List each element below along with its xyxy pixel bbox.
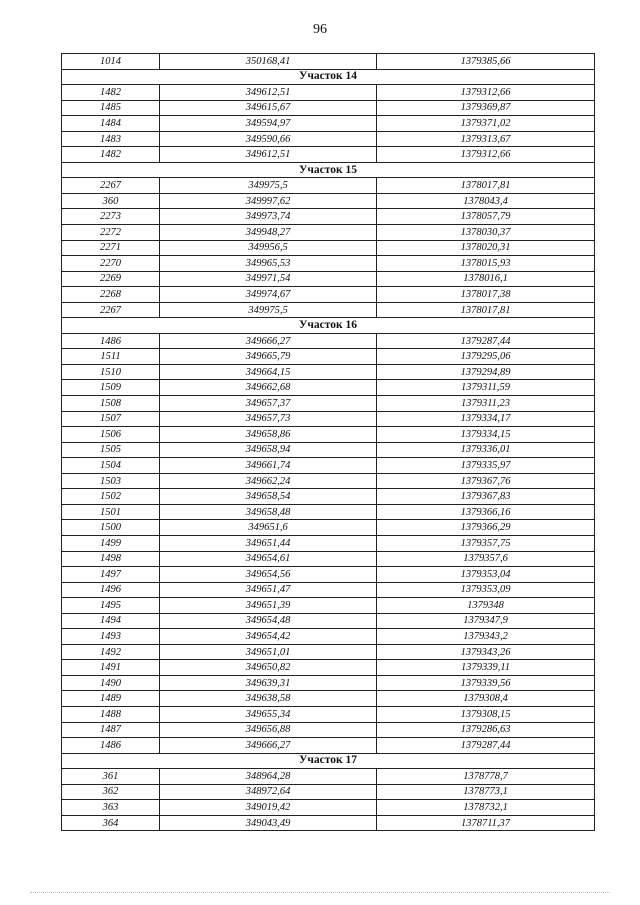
x-coordinate-cell: 349657,37 [160, 396, 377, 412]
table-row [62, 504, 595, 520]
x-coordinate-cell: 349615,67 [160, 100, 377, 116]
x-coordinate-cell: 349654,48 [160, 613, 377, 629]
x-coordinate-cell: 349658,54 [160, 489, 377, 505]
point-number-cell: 1497 [62, 567, 160, 583]
x-coordinate-cell: 349665,79 [160, 349, 377, 365]
x-coordinate-cell: 349664,15 [160, 364, 377, 380]
x-coordinate-cell: 349658,94 [160, 442, 377, 458]
x-coordinate-cell: 348972,64 [160, 784, 377, 800]
point-number-cell: 2267 [62, 302, 160, 318]
point-number-cell: 362 [62, 784, 160, 800]
y-coordinate-cell: 1379308,15 [377, 706, 595, 722]
point-number-cell: 2267 [62, 178, 160, 194]
y-coordinate-cell: 1378017,81 [377, 178, 595, 194]
point-number-cell: 2271 [62, 240, 160, 256]
x-coordinate-cell: 349973,74 [160, 209, 377, 225]
y-coordinate-cell: 1378017,38 [377, 287, 595, 303]
y-coordinate-cell: 1379339,11 [377, 660, 595, 676]
point-number-cell: 1483 [62, 131, 160, 147]
point-number-cell: 1486 [62, 333, 160, 349]
table-row [62, 178, 595, 194]
x-coordinate-cell: 349666,27 [160, 738, 377, 754]
y-coordinate-cell: 1379367,76 [377, 473, 595, 489]
point-number-cell: 1498 [62, 551, 160, 567]
point-number-cell: 363 [62, 800, 160, 816]
y-coordinate-cell: 1379369,87 [377, 100, 595, 116]
x-coordinate-cell: 348964,28 [160, 769, 377, 785]
x-coordinate-cell: 349655,34 [160, 706, 377, 722]
x-coordinate-cell: 349971,54 [160, 271, 377, 287]
point-number-cell: 1508 [62, 396, 160, 412]
table-row [62, 364, 595, 380]
y-coordinate-cell: 1379343,2 [377, 629, 595, 645]
y-coordinate-cell: 1379295,06 [377, 349, 595, 365]
section-title: Участок 15 [62, 162, 595, 178]
section-header-row [62, 753, 595, 769]
x-coordinate-cell: 349657,73 [160, 411, 377, 427]
table-row [62, 629, 595, 645]
x-coordinate-cell: 349651,39 [160, 598, 377, 614]
y-coordinate-cell: 1379287,44 [377, 738, 595, 754]
table-row [62, 100, 595, 116]
table-row [62, 489, 595, 505]
point-number-cell: 1485 [62, 100, 160, 116]
y-coordinate-cell: 1379286,63 [377, 722, 595, 738]
table-row [62, 815, 595, 831]
x-coordinate-cell: 349651,01 [160, 644, 377, 660]
table-row [62, 287, 595, 303]
table-row [62, 691, 595, 707]
section-title: Участок 14 [62, 69, 595, 85]
point-number-cell: 1482 [62, 147, 160, 163]
coordinates-table-body [62, 54, 595, 831]
point-number-cell: 1488 [62, 706, 160, 722]
x-coordinate-cell: 349019,42 [160, 800, 377, 816]
section-title: Участок 17 [62, 753, 595, 769]
y-coordinate-cell: 1379311,23 [377, 396, 595, 412]
table-row [62, 535, 595, 551]
point-number-cell: 1507 [62, 411, 160, 427]
table-row [62, 675, 595, 691]
y-coordinate-cell: 1379357,75 [377, 535, 595, 551]
y-coordinate-cell: 1379357,6 [377, 551, 595, 567]
table-row [62, 800, 595, 816]
x-coordinate-cell: 349043,49 [160, 815, 377, 831]
x-coordinate-cell: 349638,58 [160, 691, 377, 707]
table-row [62, 380, 595, 396]
point-number-cell: 1509 [62, 380, 160, 396]
point-number-cell: 2273 [62, 209, 160, 225]
y-coordinate-cell: 1379336,01 [377, 442, 595, 458]
x-coordinate-cell: 349654,56 [160, 567, 377, 583]
y-coordinate-cell: 1378017,81 [377, 302, 595, 318]
x-coordinate-cell: 349948,27 [160, 225, 377, 241]
y-coordinate-cell: 1379343,26 [377, 644, 595, 660]
y-coordinate-cell: 1379366,29 [377, 520, 595, 536]
y-coordinate-cell: 1378732,1 [377, 800, 595, 816]
y-coordinate-cell: 1379334,15 [377, 427, 595, 443]
point-number-cell: 2272 [62, 225, 160, 241]
section-header-row [62, 318, 595, 334]
y-coordinate-cell: 1379367,83 [377, 489, 595, 505]
y-coordinate-cell: 1379312,66 [377, 147, 595, 163]
point-number-cell: 1491 [62, 660, 160, 676]
table-row [62, 660, 595, 676]
y-coordinate-cell: 1379313,67 [377, 131, 595, 147]
point-number-cell: 2269 [62, 271, 160, 287]
y-coordinate-cell: 1379385,66 [377, 54, 595, 70]
y-coordinate-cell: 1379287,44 [377, 333, 595, 349]
x-coordinate-cell: 349658,48 [160, 504, 377, 520]
y-coordinate-cell: 1378015,93 [377, 256, 595, 272]
x-coordinate-cell: 349594,97 [160, 116, 377, 132]
table-row [62, 193, 595, 209]
point-number-cell: 1501 [62, 504, 160, 520]
x-coordinate-cell: 349956,5 [160, 240, 377, 256]
table-row [62, 396, 595, 412]
point-number-cell: 2270 [62, 256, 160, 272]
x-coordinate-cell: 349974,67 [160, 287, 377, 303]
table-row [62, 598, 595, 614]
x-coordinate-cell: 349612,51 [160, 85, 377, 101]
point-number-cell: 1489 [62, 691, 160, 707]
table-row [62, 116, 595, 132]
x-coordinate-cell: 349662,24 [160, 473, 377, 489]
point-number-cell: 1499 [62, 535, 160, 551]
table-row [62, 349, 595, 365]
table-row [62, 458, 595, 474]
table-row [62, 613, 595, 629]
point-number-cell: 1484 [62, 116, 160, 132]
table-row [62, 784, 595, 800]
y-coordinate-cell: 1379347,9 [377, 613, 595, 629]
section-header-row [62, 162, 595, 178]
y-coordinate-cell: 1378711,37 [377, 815, 595, 831]
y-coordinate-cell: 1379308,4 [377, 691, 595, 707]
point-number-cell: 1492 [62, 644, 160, 660]
table-row [62, 520, 595, 536]
coordinates-table [61, 53, 595, 831]
table-row [62, 567, 595, 583]
y-coordinate-cell: 1379353,04 [377, 567, 595, 583]
x-coordinate-cell: 349997,62 [160, 193, 377, 209]
table-row [62, 225, 595, 241]
table-row [62, 769, 595, 785]
table-row [62, 551, 595, 567]
point-number-cell: 1502 [62, 489, 160, 505]
table-row [62, 333, 595, 349]
table-row [62, 256, 595, 272]
y-coordinate-cell: 1378016,1 [377, 271, 595, 287]
table-row [62, 209, 595, 225]
y-coordinate-cell: 1379335,97 [377, 458, 595, 474]
y-coordinate-cell: 1378057,79 [377, 209, 595, 225]
x-coordinate-cell: 349612,51 [160, 147, 377, 163]
point-number-cell: 360 [62, 193, 160, 209]
y-coordinate-cell: 1379371,02 [377, 116, 595, 132]
point-number-cell: 1506 [62, 427, 160, 443]
table-row [62, 738, 595, 754]
x-coordinate-cell: 349654,61 [160, 551, 377, 567]
x-coordinate-cell: 349965,53 [160, 256, 377, 272]
x-coordinate-cell: 350168,41 [160, 54, 377, 70]
point-number-cell: 1493 [62, 629, 160, 645]
point-number-cell: 1494 [62, 613, 160, 629]
x-coordinate-cell: 349975,5 [160, 178, 377, 194]
x-coordinate-cell: 349658,86 [160, 427, 377, 443]
point-number-cell: 1500 [62, 520, 160, 536]
table-row [62, 582, 595, 598]
point-number-cell: 364 [62, 815, 160, 831]
y-coordinate-cell: 1378043,4 [377, 193, 595, 209]
point-number-cell: 1511 [62, 349, 160, 365]
y-coordinate-cell: 1378773,1 [377, 784, 595, 800]
point-number-cell: 2268 [62, 287, 160, 303]
section-title: Участок 16 [62, 318, 595, 334]
x-coordinate-cell: 349651,44 [160, 535, 377, 551]
point-number-cell: 1505 [62, 442, 160, 458]
table-row [62, 706, 595, 722]
table-row [62, 131, 595, 147]
table-row [62, 240, 595, 256]
x-coordinate-cell: 349975,5 [160, 302, 377, 318]
x-coordinate-cell: 349651,47 [160, 582, 377, 598]
table-row [62, 442, 595, 458]
table-row [62, 302, 595, 318]
y-coordinate-cell: 1379311,59 [377, 380, 595, 396]
x-coordinate-cell: 349661,74 [160, 458, 377, 474]
point-number-cell: 1503 [62, 473, 160, 489]
table-row [62, 411, 595, 427]
section-header-row [62, 69, 595, 85]
table-row [62, 427, 595, 443]
point-number-cell: 1482 [62, 85, 160, 101]
y-coordinate-cell: 1378030,37 [377, 225, 595, 241]
y-coordinate-cell: 1379294,89 [377, 364, 595, 380]
y-coordinate-cell: 1378778,7 [377, 769, 595, 785]
x-coordinate-cell: 349650,82 [160, 660, 377, 676]
table-row [62, 473, 595, 489]
y-coordinate-cell: 1379348 [377, 598, 595, 614]
point-number-cell: 1490 [62, 675, 160, 691]
x-coordinate-cell: 349590,66 [160, 131, 377, 147]
y-coordinate-cell: 1379312,66 [377, 85, 595, 101]
table-row [62, 147, 595, 163]
y-coordinate-cell: 1379353,09 [377, 582, 595, 598]
table-row [62, 271, 595, 287]
table-row [62, 85, 595, 101]
x-coordinate-cell: 349656,88 [160, 722, 377, 738]
y-coordinate-cell: 1379366,16 [377, 504, 595, 520]
point-number-cell: 1014 [62, 54, 160, 70]
point-number-cell: 1486 [62, 738, 160, 754]
y-coordinate-cell: 1379339,56 [377, 675, 595, 691]
x-coordinate-cell: 349639,31 [160, 675, 377, 691]
x-coordinate-cell: 349654,42 [160, 629, 377, 645]
table-row [62, 722, 595, 738]
y-coordinate-cell: 1378020,31 [377, 240, 595, 256]
point-number-cell: 1487 [62, 722, 160, 738]
point-number-cell: 1510 [62, 364, 160, 380]
y-coordinate-cell: 1379334,17 [377, 411, 595, 427]
table-row [62, 54, 595, 70]
point-number-cell: 1495 [62, 598, 160, 614]
x-coordinate-cell: 349666,27 [160, 333, 377, 349]
point-number-cell: 1496 [62, 582, 160, 598]
page-number: 96 [313, 22, 327, 37]
x-coordinate-cell: 349662,68 [160, 380, 377, 396]
x-coordinate-cell: 349651,6 [160, 520, 377, 536]
point-number-cell: 1504 [62, 458, 160, 474]
table-row [62, 644, 595, 660]
point-number-cell: 361 [62, 769, 160, 785]
bottom-scan-line [30, 892, 610, 893]
